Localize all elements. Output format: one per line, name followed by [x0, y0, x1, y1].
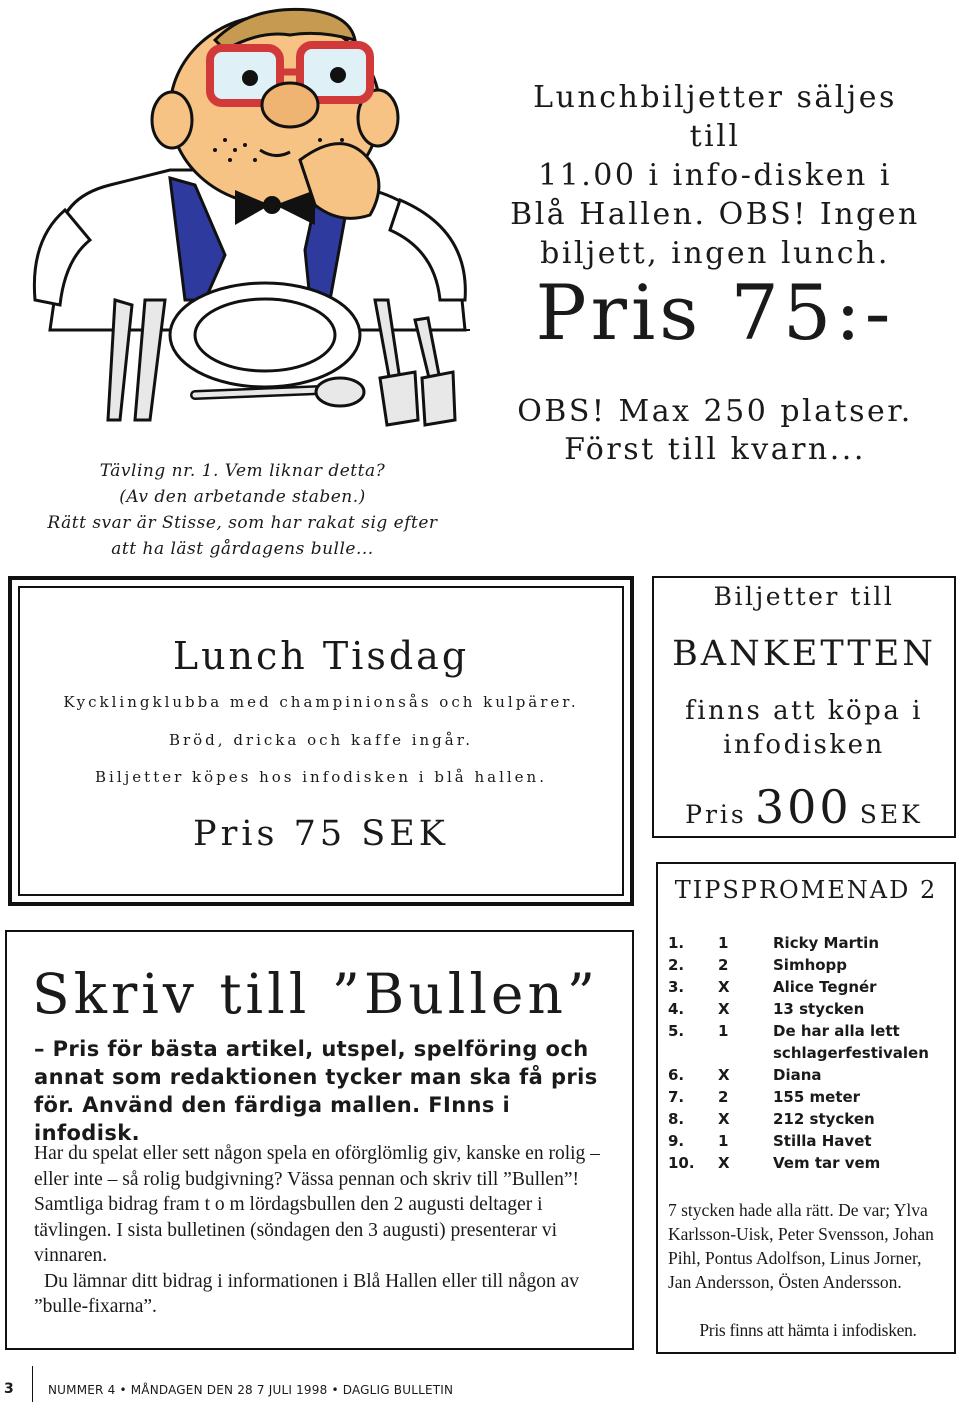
- tip-number: 6.: [668, 1066, 685, 1084]
- tip-answer: Alice Tegnér: [773, 978, 877, 996]
- list-item: [668, 1020, 948, 1064]
- tip-answer: Stilla Havet: [773, 1132, 872, 1150]
- lunch-tickets-info: Biljetter köpes hos infodisken i blå hallen.: [95, 768, 547, 786]
- list-item: [668, 1152, 948, 1174]
- page-number: 3: [4, 1381, 14, 1397]
- list-item: [668, 954, 948, 976]
- tip-sign: 1: [718, 934, 729, 952]
- tip-number: 8.: [668, 1110, 685, 1128]
- tip-answer: Diana: [773, 1066, 822, 1084]
- tip-number: 4.: [668, 1000, 685, 1018]
- tip-answer: 155 meter: [773, 1088, 861, 1106]
- note-line: OBS! Max 250 platser.: [517, 394, 913, 429]
- tip-answer: 13 stycken: [773, 1000, 865, 1018]
- lunch-ticket-notice: [505, 78, 925, 273]
- list-item: [668, 1108, 948, 1130]
- cartoon-caption: [20, 458, 465, 562]
- tip-number: 1.: [668, 934, 685, 952]
- tips-prize-note: Pris finns att hämta i infodisken.: [699, 1320, 917, 1340]
- tip-sign: 1: [718, 1022, 729, 1040]
- caption-line: att ha läst gårdagens bulle...: [111, 539, 374, 559]
- tip-answer: De har alla lett schlagerfestivalen: [773, 1022, 929, 1062]
- list-item: [668, 1130, 948, 1152]
- waiter-cartoon-illustration: [20, 0, 490, 452]
- list-item: [668, 1086, 948, 1108]
- banquet-price: [652, 780, 956, 834]
- tip-number: 9.: [668, 1132, 685, 1150]
- tip-sign: X: [718, 1000, 730, 1018]
- lunch-tuesday-title: Lunch Tisdag: [172, 634, 470, 678]
- tip-sign: X: [718, 1066, 730, 1084]
- tip-sign: X: [718, 1154, 730, 1172]
- caption-line: Rätt svar är Stisse, som har rakat sig efter: [47, 513, 438, 533]
- tip-sign: 2: [718, 956, 729, 974]
- bullen-title: Skriv till ”Bullen”: [32, 962, 600, 1026]
- caption-line: (Av den arbetande staben.): [119, 487, 366, 507]
- banquet-price-value: 300: [754, 780, 852, 834]
- list-item: [668, 932, 948, 954]
- tip-answer: Vem tar vem: [773, 1154, 881, 1172]
- max-seats-note: [505, 393, 925, 469]
- note-line: Först till kvarn...: [564, 432, 866, 467]
- notice-line: Lunchbiljetter säljes till: [533, 80, 897, 154]
- lunch-drinks: Bröd, dricka och kaffe ingår.: [168, 731, 474, 749]
- banquet-price-currency: SEK: [859, 800, 923, 829]
- tip-number: 5.: [668, 1022, 685, 1040]
- caption-line: Tävling nr. 1. Vem liknar detta?: [99, 461, 386, 481]
- notice-line: biljett, ingen lunch.: [540, 236, 890, 271]
- notice-line: 11.00 i info-disken i: [538, 158, 892, 193]
- tip-number: 7.: [668, 1088, 685, 1106]
- list-item: [668, 998, 948, 1020]
- banquet-intro: Biljetter till: [713, 582, 895, 611]
- tip-number: 3.: [668, 978, 685, 996]
- lunch-dish: Kycklingklubba med champinionsås och kulpärer.: [63, 693, 579, 711]
- tip-number: 10.: [668, 1154, 695, 1172]
- tip-answer: Ricky Martin: [773, 934, 879, 952]
- bullen-subtitle: – Pris för bästa artikel, utspel, spelföring och annat som redaktionen tycker man ska få pris för. Använd den färdiga mallen. FInns i infodisk.: [34, 1037, 598, 1145]
- notice-line: Blå Hallen. OBS! Ingen: [510, 197, 920, 232]
- tip-sign: X: [718, 978, 730, 996]
- tips-winners: 7 stycken hade alla rätt. De var; Ylva Karlsson-Uisk, Peter Svensson, Johan Pihl, Pontus Adolfson, Linus Jorner, Jan Andersson, Östen Andersson.: [668, 1200, 934, 1292]
- tip-sign: 2: [718, 1088, 729, 1106]
- lunch-price-headline: Pris 75:-: [535, 268, 895, 357]
- bullen-paragraph: Har du spelat eller sett någon spela en oförglömlig giv, kanske en rolig – eller inte – så rolig budgivning? Vässa pennan och skriv till ”Bullen”! Samtliga bidrag fram t o m lördagsbullen den 2 augusti deltager i tävlingen. I sista bulletinen (söndagen den 3 augusti) presenterar vi vinnaren.: [34, 1143, 600, 1266]
- bullen-body: [34, 1141, 619, 1320]
- banquet-where: [652, 694, 956, 762]
- tips-answer-list: [668, 932, 948, 1174]
- tip-number: 2.: [668, 956, 685, 974]
- bullen-paragraph: Du lämnar ditt bidrag i informationen i Blå Hallen eller till någon av ”bulle-fixarna”.: [34, 1270, 580, 1317]
- banquet-where-line: finns att köpa i: [685, 696, 923, 726]
- footer-text: NUMMER 4 • MÅNDAGEN DEN 28 7 JULI 1998 • DAGLIG BULLETIN: [48, 1383, 454, 1397]
- banquet-price-label: Pris: [685, 800, 747, 829]
- tips-title: TIPSPROMENAD 2: [674, 876, 938, 904]
- banquet-title: BANKETTEN: [672, 634, 936, 674]
- tip-answer: 212 stycken: [773, 1110, 875, 1128]
- tip-sign: 1: [718, 1132, 729, 1150]
- banquet-where-line: infodisken: [723, 730, 885, 760]
- list-item: [668, 1064, 948, 1086]
- tip-answer: Simhopp: [773, 956, 848, 974]
- list-item: [668, 976, 948, 998]
- footer-divider: [32, 1366, 33, 1402]
- lunch-tuesday-price: Pris 75 SEK: [193, 814, 449, 854]
- tip-sign: X: [718, 1110, 730, 1128]
